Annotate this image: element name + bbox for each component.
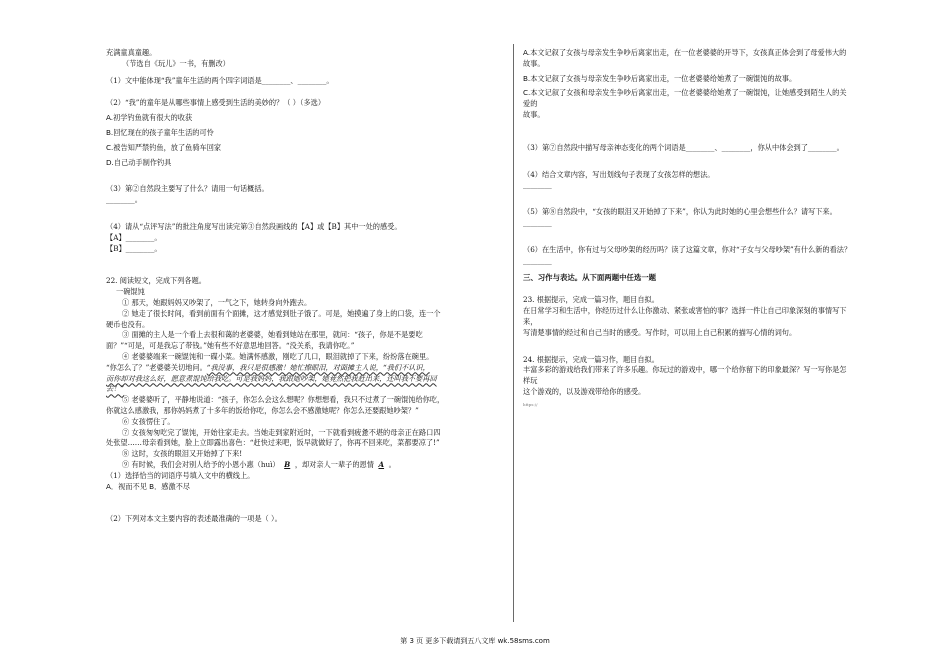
option-d: D.自己动手制作钓具 <box>106 157 172 167</box>
paragraph-2: ② 她走了很长时间，看到前面有个面摊，这才感觉到肚子饿了。可是，她摸遍了身上的口袋，连一个 <box>122 308 441 318</box>
paragraph-5: ⑤ 老婆婆听了，平静地说道：“孩子，你怎么会这么想呢？你想想看，我只不过煮了一碗馄饨给你吃， <box>122 395 445 405</box>
paragraph-4: ④ 老婆婆端来一碗馄饨和一碟小菜。她满怀感激，刚吃了几口，眼泪就掉了下来，纷纷落在碗里。 <box>122 351 434 361</box>
passage-title: 一碗馄饨 <box>116 287 145 297</box>
question-24: 24. 根据提示，完成一篇习作，题目自拟。 <box>523 354 659 364</box>
question-6: （6）在生活中，你有过与父母吵架的经历吗？读了这篇文章，你对“子女与父母吵架”有什么新的看法？ <box>523 244 852 254</box>
answer-blank: ________。 <box>106 195 142 205</box>
page-footer: 第 3 页 更多下载请到五八文库 wk.58sms.com <box>400 637 550 645</box>
question-1: （1）文中能体现“我”童年生活的两个四字词语是________、________。 <box>106 75 334 85</box>
question-3: （3）第②自然段主要写了什么？请用一句话概括。 <box>106 184 269 194</box>
paragraph-9-text: ⑨ 有时候，我们会对别人给予的小恩小惠（huì） <box>122 459 280 469</box>
question-5: （5）第⑧自然段中，“女孩的眼泪又开始掉了下来”，你认为此时她的心里会想些什么？请写下来。 <box>523 207 837 217</box>
option-c: C.本文记叙了女孩和母亲发生争吵后离家出走，一位老婆婆给她煮了一碗馄饨，让她感受到陌生人的关爱的 <box>523 88 847 109</box>
paragraph-3: ③ 面摊的主人是一个看上去很和蔼的老婆婆，她看到她站在那里，就问：“孩子，你是不是要吃 <box>122 330 423 340</box>
prompt-24-line-2: 这个游戏的，以及游戏带给你的感受。 <box>523 387 646 397</box>
underlined-sentence-3: 去！” <box>106 384 125 394</box>
question-4: （4）请从“点评写法”的批注角度写出读完第③自然段画线的【A】或【B】其中一处的感受。 <box>106 221 402 231</box>
subquestion-1-options: A．视而不见 B．感激不尽 <box>106 481 191 491</box>
answer-a: 【A】________。 <box>106 232 162 242</box>
paragraph-4-cont <box>106 363 504 374</box>
underlined-line-end <box>106 384 504 395</box>
paragraph-2-cont: 硬币也没有。 <box>106 319 150 329</box>
paragraph-9 <box>106 460 504 471</box>
paragraph-5-cont: 你就这么感激我，那你妈妈煮了十多年的饭给你吃，你怎么会不感激她呢？你怎么还要跟她吵架？” <box>106 405 419 415</box>
answer-b: 【B】________。 <box>106 243 162 253</box>
paragraph-7: ⑦ 女孩匆匆吃完了馄饨，开始往家走去。当她走到家附近时，一下就看到疲惫不堪的母亲正在路口四 <box>122 427 441 437</box>
option-b: B.本文记叙了女孩与母亲发生争吵后离家出走，一位老婆婆给她煮了一碗馄饨的故事。 <box>523 73 797 83</box>
answer-blank: ________ <box>523 180 552 190</box>
prompt-23-line-2: 写清楚事情的经过和自己当时的感受。写作时，可以用上自己积累的描写心情的词句。 <box>523 327 797 337</box>
question-2: （2）“我”的童年是从哪些事情上感受到生活的美妙的？（ ）（多选） <box>106 98 326 108</box>
right-column <box>523 48 853 408</box>
paragraph-6: ⑥ 女孩愣住了。 <box>122 416 175 426</box>
paragraph-3-cont: 面？”“可是，可是我忘了带钱。”她有些不好意思地回答。“没关系，我请你吃。” <box>106 341 355 351</box>
column-divider <box>513 44 514 622</box>
paragraph-1: ① 那天，她跟妈妈又吵架了，一气之下，她转身向外跑去。 <box>122 297 312 307</box>
question-23: 23. 根据提示，完成一篇习作，题目自拟。 <box>523 295 659 305</box>
answer-blank: ________ <box>523 217 552 227</box>
left-column <box>106 48 504 525</box>
underlined-sentence: “我没事，我只是很感激！她忙擦眼泪，对面摊主人说，“我们不认识， <box>206 362 430 372</box>
question-22: 22. 阅读短文，完成下列各题。 <box>106 276 206 286</box>
underlined-line <box>106 374 504 385</box>
paragraph-8: ⑧ 这时，女孩的眼泪又开始掉了下来! <box>122 449 243 459</box>
prompt-24-line-1: 丰富多彩的游戏给我们带来了许多乐趣。你玩过的游戏中，哪一个给你留下的印象最深？写一写你是怎样玩 <box>523 365 847 386</box>
underlined-sentence-2: 而你却对我这么好，愿意煮馄饨给我吃。可是我妈妈，我跟她吵架，她竟然把我赶出来，还叫我不要再回 <box>106 373 437 383</box>
option-a: A.本文记叙了女孩与母亲发生争吵后离家出走，在一位老婆婆的开导下，女孩真正体会到了母爱伟大的故事。 <box>523 48 847 68</box>
paragraph-9-end: 。 <box>388 459 396 469</box>
question-3: （3）第⑦自然段中描写母亲神态变化的两个词语是________、________，你从中体会到了________。 <box>523 142 844 152</box>
blank-marker-b: B <box>284 459 291 469</box>
source-note: （节选自《玩儿》一书，有删改） <box>122 58 230 68</box>
prompt-23-line-1: 在日常学习和生活中，你经历过什么让你激动、紧张或害怕的事？选择一件让自己印象深刻的事情写下来， <box>523 306 847 327</box>
subquestion-2: （2）下列对本文主要内容的表述最准确的一项是（ ）。 <box>106 514 282 524</box>
subquestion-1: （1）选择恰当的词语序号填入文中的横线上。 <box>106 470 255 480</box>
blank-marker-a: A <box>378 459 385 469</box>
question-4: （4）结合文章内容，写出划线句子表现了女孩怎样的想法。 <box>523 169 715 179</box>
answer-blank: ________ <box>523 255 552 265</box>
section-heading: 三、习作与表达。从下面两题中任选一题 <box>523 273 657 283</box>
paragraph-7-cont: 处张望……母亲看到她，脸上立即露出喜色：“赶快过来吧，饭早就做好了，你再不回来吃，菜都要凉了!” <box>106 438 440 448</box>
text-line: 充满童真童趣。 <box>106 48 157 57</box>
watermark-text: https:// <box>523 401 538 407</box>
option-a: A.初学钓鱼就有很大的收获 <box>106 113 193 123</box>
option-b: B.回忆现在的孩子童年生活的可怜 <box>106 127 214 137</box>
option-c-cont: 故事。 <box>523 109 545 119</box>
dialogue: “你怎么了？”老婆婆关切地问。 <box>106 362 207 372</box>
option-c: C.被告知严禁钓鱼，放了鱼骑车回家 <box>106 142 222 152</box>
paragraph-9-mid: ，却对亲人一辈子的恩情 <box>294 459 374 469</box>
